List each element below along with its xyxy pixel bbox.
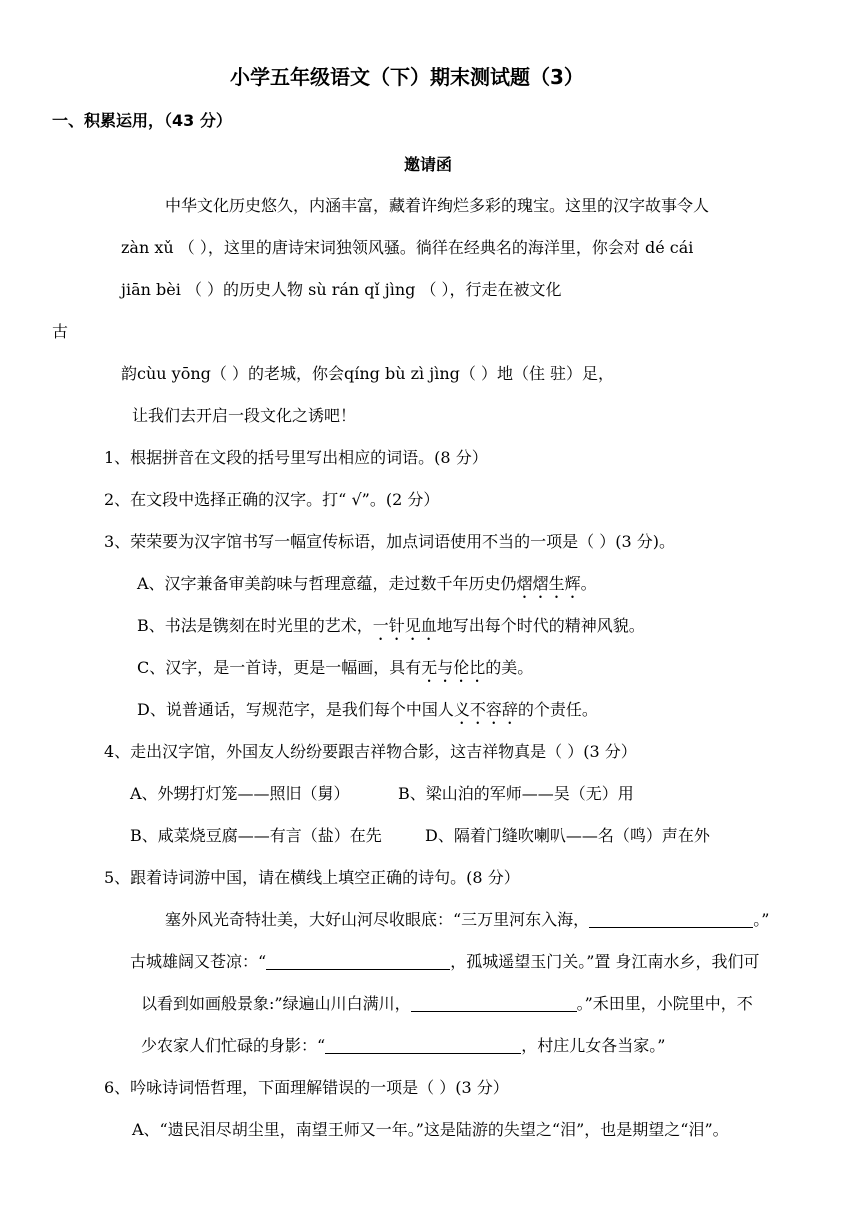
poem-text: ，村庄儿女各当家。” <box>521 1036 666 1055</box>
poem-text: 。”禾田里，小院里中，不 <box>576 994 753 1013</box>
passage-text: 韵 <box>121 364 138 383</box>
option-text: C、汉字，是一首诗，更是一幅画，具有 <box>137 658 422 677</box>
question-1: 1、根据拼音在文段的括号里写出相应的词语。(8 分） <box>104 448 488 467</box>
question-5-line-2 <box>130 952 759 972</box>
poem-text: 。” <box>753 910 770 929</box>
letter-title: 邀请函 <box>404 155 453 174</box>
option-text: 的个责任。 <box>517 700 598 719</box>
option-text: D、说普通话，写规范字，是我们每个中国人 <box>137 700 454 719</box>
passage-line-6: 让我们去开启一段文化之诱吧！ <box>132 406 357 425</box>
dotted-word: 无与伦比 <box>421 658 486 677</box>
question-5-line-3 <box>141 994 753 1014</box>
question-5-line-1 <box>165 910 769 930</box>
answer-blank[interactable] <box>325 1037 521 1054</box>
option-text: A、汉字兼备审美韵味与哲理意蕴，走过数千年历史仍 <box>137 574 517 593</box>
option-text: 的美。 <box>485 658 534 677</box>
option-text: B、书法是镌刻在时光里的艺术， <box>137 616 373 635</box>
question-4-option-b: B、梁山泊的军师——吴（无）用 <box>398 784 634 803</box>
poem-text: 塞外风光奇特壮美，大好山河尽收眼底：“三万里河东入海， <box>165 910 590 929</box>
question-3-option-b <box>137 616 645 644</box>
pinyin-decai: dé cái <box>644 238 694 257</box>
dotted-word: 熠熠生辉 <box>516 574 581 593</box>
question-3: 3、荣荣要为汉字馆书写一幅宣传标语，加点词语使用不当的一项是（ ）(3 分)。 <box>104 532 676 551</box>
option-text: 地写出每个时代的精神风貌。 <box>436 616 645 635</box>
question-4-option-c: B、咸菜烧豆腐——有言（盐）在先 <box>130 826 382 845</box>
question-4: 4、走出汉字馆，外国友人纷纷要跟吉祥物合影，这吉祥物真是（ ）(3 分） <box>104 742 637 761</box>
passage-line-2 <box>121 238 693 258</box>
question-3-option-d <box>137 700 598 728</box>
pinyin-jianbei: jiān bèi <box>121 280 181 299</box>
dotted-word: 一针见血 <box>372 616 437 635</box>
question-6: 6、吟咏诗词悟哲理，下面理解错误的一项是（ ）(3 分） <box>104 1078 509 1097</box>
passage-text: （ ）地（住 驻）足， <box>459 364 615 383</box>
page-title: 小学五年级语文（下）期末测试题（3） <box>230 65 584 89</box>
poem-text: 以看到如画般景象:”绿遍山川白满川， <box>141 994 411 1013</box>
passage-text: （ ）的老城，你会 <box>210 364 344 383</box>
answer-blank[interactable] <box>589 911 753 928</box>
question-3-option-c <box>137 658 533 686</box>
passage-text: （ ），这里的唐诗宋词独领风骚。徜徉在经典名的海洋里，你会对 <box>178 238 640 257</box>
question-5: 5、跟着诗词游中国，请在横线上填空正确的诗句。(8 分） <box>104 868 520 887</box>
passage-text: （ ），行走在被文化 <box>420 280 562 299</box>
question-5-line-4 <box>141 1036 665 1056</box>
question-3-option-a <box>137 574 597 602</box>
section-heading: 一、积累运用，（43 分） <box>52 111 232 130</box>
poem-text: 少农家人们忙碌的身影：“ <box>141 1036 326 1055</box>
option-text: 。 <box>580 574 597 593</box>
dotted-word: 义不容辞 <box>453 700 518 719</box>
passage-line-1: 中华文化历史悠久，内涵丰富，藏着许绚烂多彩的瑰宝。这里的汉字故事令人 <box>165 196 710 215</box>
question-4-option-a: A、外甥打灯笼——照旧（舅） <box>130 784 350 803</box>
pinyin-qingbuzijing: qíng bù zì jìng <box>343 364 460 383</box>
question-6-option-a: A、“遗民泪尽胡尘里，南望王师又一年。”这是陆游的失望之“泪”，也是期望之“泪”。 <box>132 1120 729 1139</box>
poem-text: 古城雄阔又苍凉：“ <box>130 952 267 971</box>
passage-line-3 <box>121 280 562 300</box>
question-2: 2、在文段中选择正确的汉字。打“ √”。(2 分） <box>104 490 440 509</box>
pinyin-cuiyong: cùu yōng <box>137 364 211 383</box>
passage-line-4: 古 <box>52 322 69 341</box>
passage-text: （ ）的历史人物 <box>185 280 304 299</box>
poem-text: ，孤城遥望玉门关。”置 身江南水乡，我们可 <box>450 952 760 971</box>
answer-blank[interactable] <box>411 995 577 1012</box>
passage-line-5 <box>121 364 614 384</box>
answer-blank[interactable] <box>266 953 450 970</box>
pinyin-suranqijing: sù rán qǐ jìng <box>308 280 416 299</box>
pinyin-zanxu: zàn xǔ <box>121 238 174 257</box>
question-4-option-d: D、隔着门缝吹喇叭——名（鸣）声在外 <box>425 826 710 845</box>
